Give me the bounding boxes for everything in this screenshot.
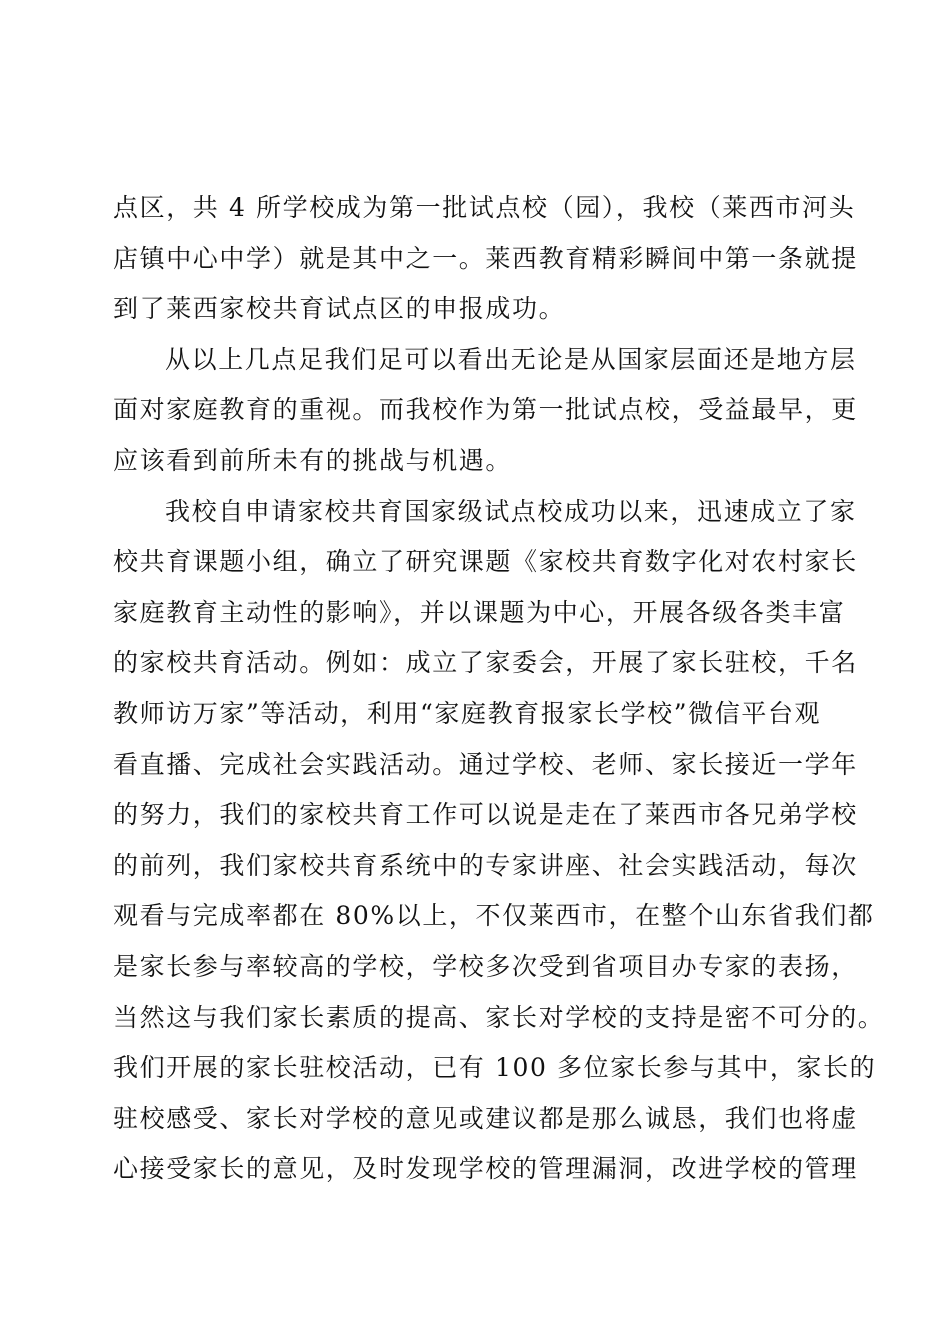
text-line: 观看与完成率都在 80%以上，不仅莱西市，在整个山东省我们都: [113, 901, 875, 931]
text-line: 当然这与我们家长素质的提高、家长对学校的支持是密不可分的。: [113, 1002, 885, 1032]
text-line: 家庭教育主动性的影响》，并以课题为中心，开展各级各类丰富: [113, 597, 846, 627]
text-line: 心接受家长的意见，及时发现学校的管理漏洞，改进学校的管理: [113, 1154, 858, 1184]
text-line: 的家校共育活动。例如：成立了家委会，开展了家长驻校，千名: [113, 648, 858, 678]
text-line: 的前列，我们家校共育系统中的专家讲座、社会实践活动，每次: [113, 850, 858, 880]
text-line: 校共育课题小组，确立了研究课题《家校共育数字化对农村家长: [113, 547, 858, 577]
text-line: 我们开展的家长驻校活动，已有 100 多位家长参与其中，家长的: [113, 1053, 877, 1083]
text-line: 到了莱西家校共育试点区的申报成功。: [113, 294, 566, 324]
paragraph-first-line: 我校自申请家校共育国家级试点校成功以来，迅速成立了家: [165, 496, 857, 526]
text-line: 教师访万家”等活动，利用“家庭教育报家长学校”微信平台观: [113, 698, 822, 728]
text-line: 面对家庭教育的重视。而我校作为第一批试点校，受益最早，更: [113, 395, 858, 425]
text-line: 的努力，我们的家校共育工作可以说是走在了莱西市各兄弟学校: [113, 800, 858, 830]
body-text: [113, 183, 885, 1195]
paragraph-first-line: 从以上几点足我们足可以看出无论是从国家层面还是地方层: [165, 344, 857, 374]
text-line: 点区，共 4 所学校成为第一批试点校（园），我校（莱西市河头: [113, 193, 856, 222]
text-line: 店镇中心中学）就是其中之一。莱西教育精彩瞬间中第一条就提: [113, 243, 858, 273]
text-line: 是家长参与率较高的学校，学校多次受到省项目办专家的表扬，: [113, 951, 858, 981]
text-line: 看直播、完成社会实践活动。通过学校、老师、家长接近一学年: [113, 749, 858, 779]
text-line: 驻校感受、家长对学校的意见或建议都是那么诚恳，我们也将虚: [113, 1103, 858, 1133]
text-line: 应该看到前所未有的挑战与机遇。: [113, 445, 513, 475]
